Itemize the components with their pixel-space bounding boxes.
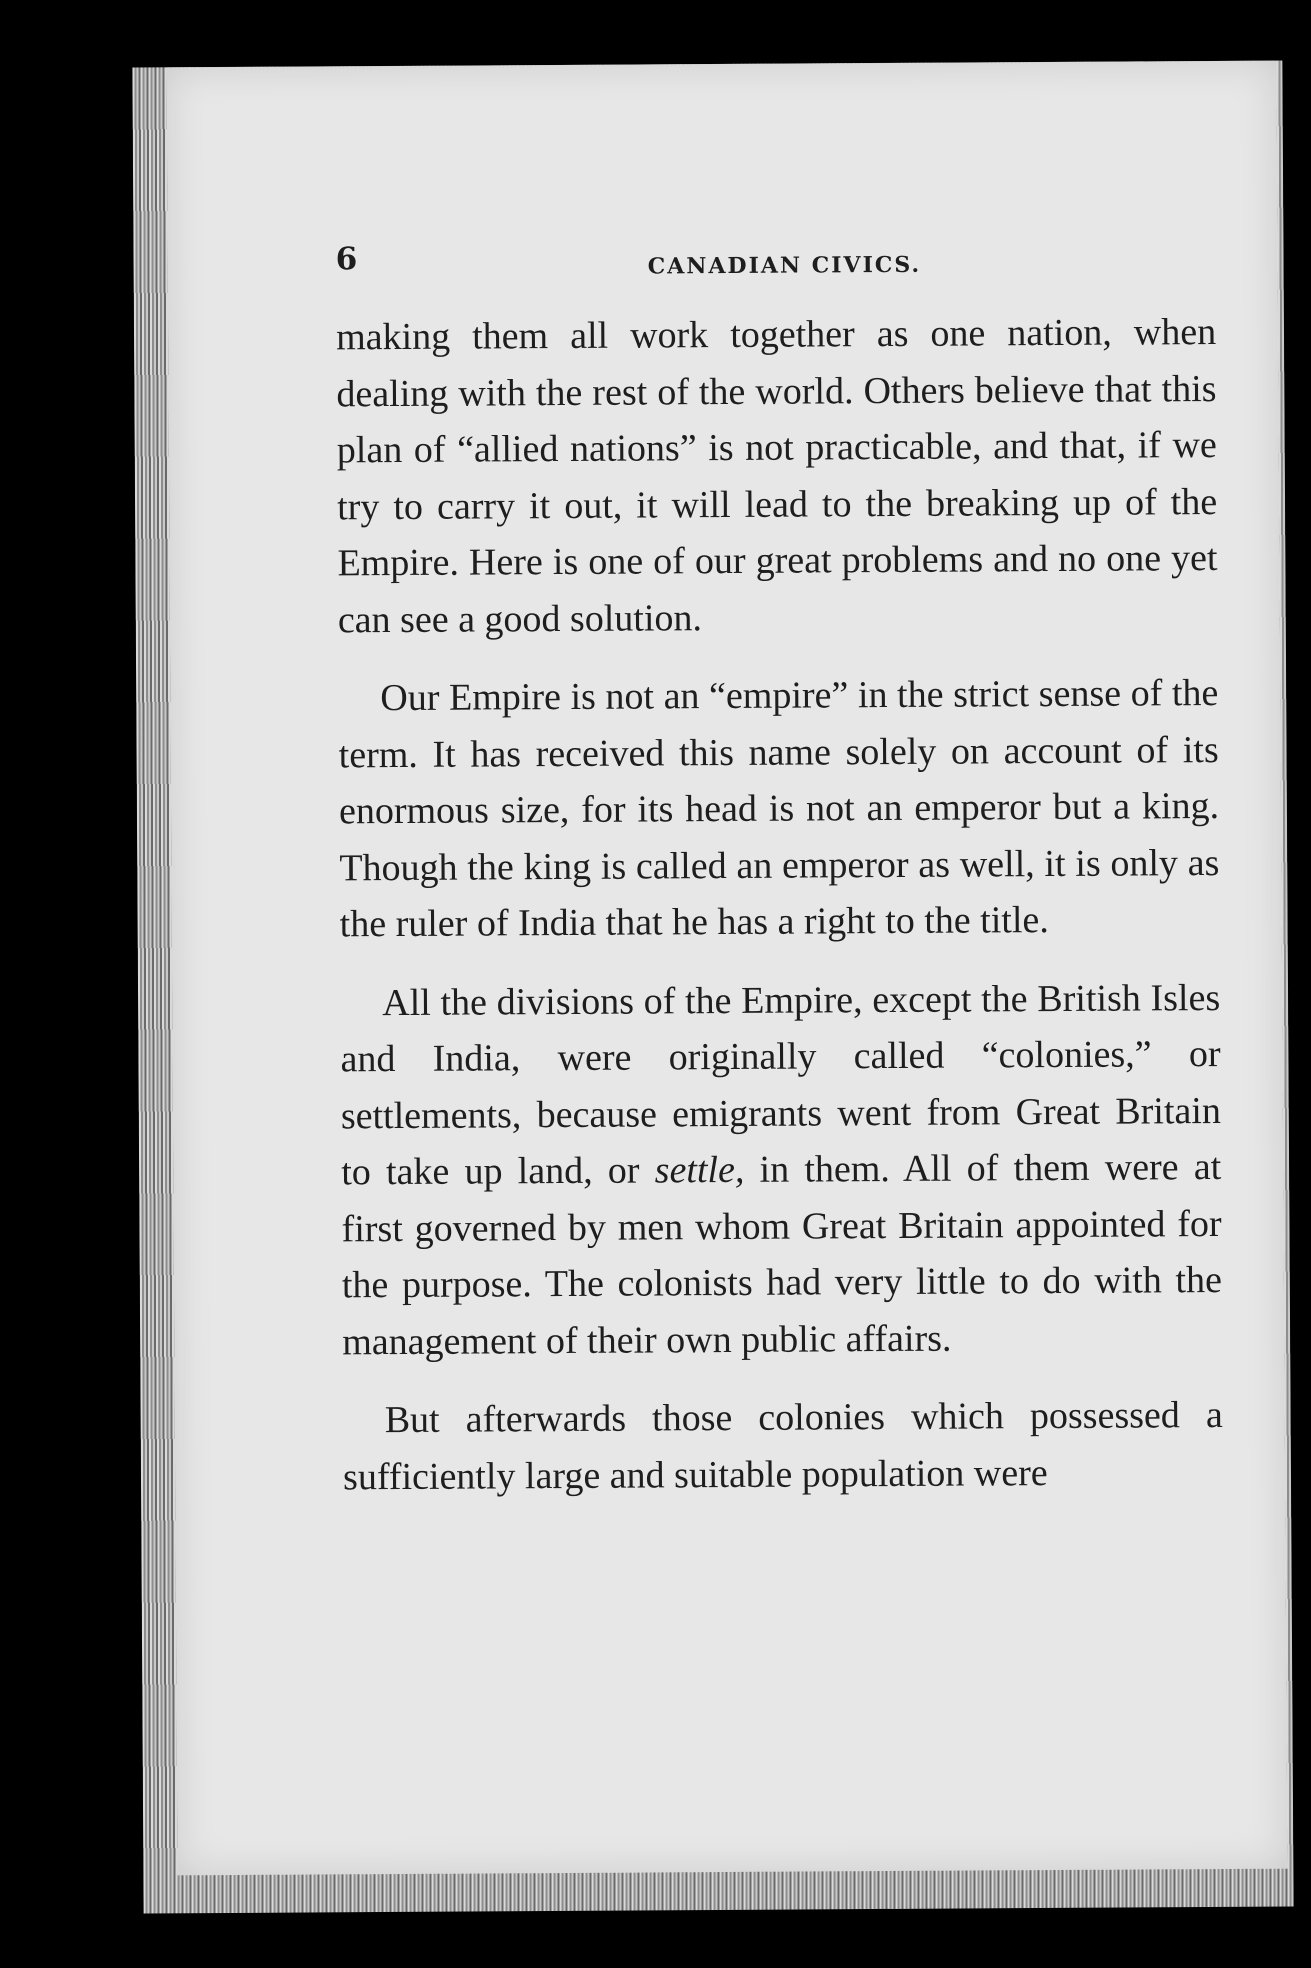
body-text: [336, 304, 1223, 1505]
paragraph-3-text-after: in them. All of them were at first governed by men whom Great Britain appointed for the purpose. The colonists had very little to do with the management of their own public affairs.: [341, 1145, 1223, 1363]
paragraph-4-text: But afterwards those colonies which possessed a sufficiently large and suitable population were: [342, 1393, 1223, 1498]
paragraph-1: [336, 304, 1218, 648]
page-number: 6: [335, 241, 358, 278]
paragraph-3: [340, 969, 1222, 1370]
paragraph-4: [343, 1387, 1224, 1505]
page-header: [336, 236, 1216, 301]
paragraph-3-italic: settle,: [654, 1148, 745, 1192]
paragraph-3-text-before: All the divisions of the Empire, except the British Isles and India, were originally called “colonies,” or settlements, because emigrants went from Great Britain to take up land, or: [340, 976, 1222, 1194]
paragraph-1-text: making them all work together as one nation, when dealing with the rest of the world. Others believe that this plan of “allied nations” is not practicable, and that, if we try to carry it out, it will lead to the breaking up of the Empire. Here is one of our great problems and no one yet can see a good solution.: [336, 311, 1218, 641]
running-head: CANADIAN CIVICS.: [647, 251, 922, 280]
book-page: [166, 61, 1287, 1876]
page-content: [336, 236, 1224, 1505]
paragraph-2: [338, 665, 1220, 953]
paragraph-2-text: Our Empire is not an “empire” in the strict sense of the term. It has received this name solely on account of its enormous size, for its head is not an emperor but a king. Though the king is called an emperor as well, it is only as the ruler of India that he has a right to the title.: [338, 671, 1220, 946]
